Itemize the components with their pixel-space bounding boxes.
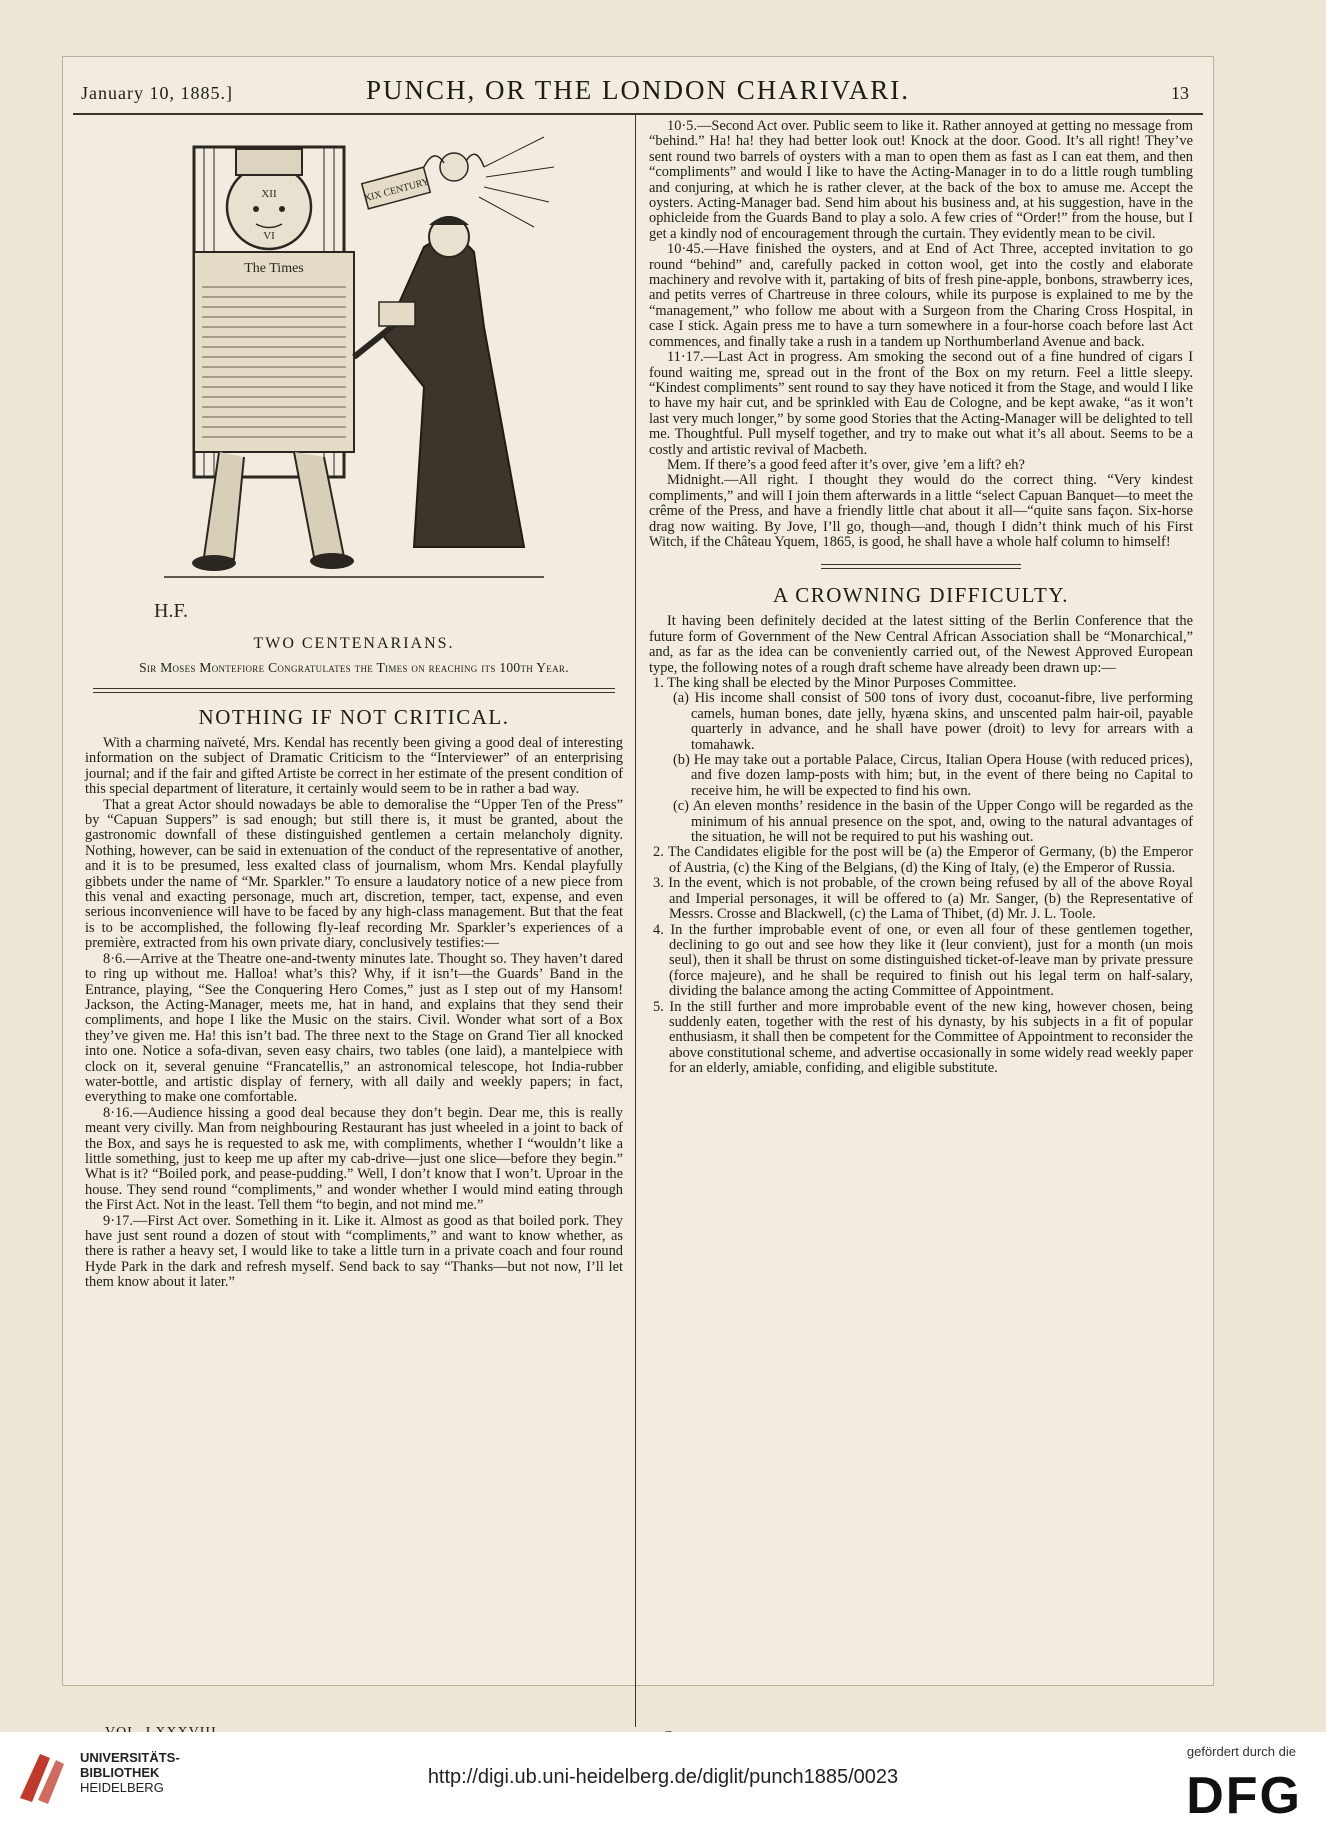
- svg-text:XII: XII: [261, 188, 277, 200]
- article-heading-nothing-if-not-critical: NOTHING IF NOT CRITICAL.: [198, 705, 510, 729]
- header-page-number: 13: [1171, 83, 1189, 103]
- dfg-logo[interactable]: DFG: [1186, 1767, 1302, 1825]
- funding-note: gefördert durch die: [1186, 1744, 1296, 1759]
- times-masthead: The Times: [244, 261, 304, 276]
- digitization-footer-bar: [0, 1732, 1326, 1828]
- article-paragraph: 10·45.—Have finished the oysters, and at End of Act Three, accepted invitation to go round “behind” and, carefully packed in cotton wool, get into the costly and elaborate machinery and revolve with it, partaking of bits of fresh pine-apple, bonbons, strawberry ices, and petits verres of Chartreuse in three colours, while its purpose is explained to me by the “management,” who follow me about with a Surgeon from the Charing Cross Hospital, in case I stick. Again press me to have a turn somewhere in a four-horse coach before last Act commences, and finally take a rush in a tandem up Northumberland Avenue and back.: [649, 241, 1193, 350]
- library-line: HEIDELBERG: [80, 1780, 164, 1795]
- list-item: 1. The king shall be elected by the Minor Purposes Committee.: [653, 675, 1017, 691]
- list-item: 3. In the event, which is not probable, of the crown being refused by all of the above Royal and Imperial personages, it will be offered to (a) Mr. Sanger, (b) the Representative of Messrs. Crosse and Blackwell, (c) the Lama of Thibet, (d) Mr. J. L. Toole.: [653, 875, 1193, 923]
- list-item: 2. The Candidates eligible for the post will be (a) the Emperor of Germany, (b) the Emperor of Austria, (c) the King of the Belgians, (d) the King of Italy, (e) the Emperor of Russia.: [653, 844, 1193, 876]
- article-paragraph: 11·17.—Last Act in progress. Am smoking the second out of a fine hundred of cigars I found waiting me, spread out in the front of the Box on my return. Feel a little sleepy. “Kindest compliments” sent round to say they have noticed it from the Stage, and would I like to have my hair cut, and be sprinkled with Eau de Cologne, and be kept awake, “as it won’t last very much longer,” by some good Stories that the Acting-Manager will be delighted to tell me. Thoughtful. Pull myself together, and try to make out what it’s all about. Seems to be a costly and artistic revival of Macbeth.: [649, 349, 1193, 458]
- library-line: UNIVERSITÄTS-: [80, 1750, 180, 1765]
- caption-title: TWO CENTENARIANS.: [253, 635, 455, 652]
- caption-subtitle: Sir Moses Montefiore Congratulates the Times on reaching its 100th Year.: [139, 660, 569, 675]
- cartoon-illustration: [124, 127, 584, 627]
- scheme-list: [649, 676, 1193, 1077]
- list-item: (a) His income shall consist of 500 tons of ivory dust, cocoanut-fibre, live performing camels, human bones, date jelly, hyæna skins, and unscented palm hair-oil, payable quarterly in advance, and he shall have power (droit) to levy for arrears with a tomahawk.: [673, 690, 1193, 753]
- section-rule: [93, 688, 615, 693]
- article-paragraph: With a charming naïveté, Mrs. Kendal has recently been giving a good deal of interesting information on the subject of Dramatic Criticism to the “Interviewer” of an enterprising journal; and if the fair and gifted Artiste be correct in her estimate of the present condition of this special department of literature, it certainly would seem to be in rather a bad way.: [85, 735, 623, 798]
- artist-mark: H.F.: [154, 600, 188, 622]
- library-line: BIBLIOTHEK: [80, 1765, 160, 1780]
- article-paragraph: Mem. If there’s a good feed after it’s over, give ’em a lift? eh?: [667, 456, 1025, 473]
- left-column: [85, 127, 623, 1291]
- century-scroll-text: XIX CENTURY: [362, 176, 431, 205]
- list-item: 4. In the further improbable event of one, or even all four of these gentlemen together, declining to go out and see how they like it (leur convient), just for a month (un mois seul), then it shall be thrust on some distinguished ticket-of-leave man by private pressure (force majeure), and he shall be required to finish out his legal term on half-salary, dividing the balance among the acting Committee of Appointment.: [653, 921, 1193, 1000]
- page-header: [73, 69, 1203, 115]
- article-paragraph: It having been definitely decided at the latest sitting of the Berlin Conference that the future form of Government of the New Central African Association shall be “Monarchical,” and, as far as the idea can be conveniently carried out, of the Newest Approved European type, the following notes of a rough draft scheme have already been drawn up:—: [649, 613, 1193, 676]
- article-paragraph: 8·6.—Arrive at the Theatre one-and-twenty minutes late. Thought so. They haven’t dared to ring up without me. Halloa! what’s this? Why, if it isn’t—the Guards’ Band in the Entrance, playing, “See the Conquering Hero Comes,” just as I step out of my Hansom! Jackson, the Acting-Manager, meets me, hat in hand, and explains that they send their compliments, and hope I like the Music on the stairs. Civil. Wonder what sort of a Box they’ve given me. Ha! this isn’t bad. The three next to the Stage on Grand Tier all knocked into one. Notice a sofa-divan, seven easy chairs, two tables (one laid), a mantelpiece with clock on it, several genuine “Francatellis,” an astronomical telescope, hot India-rubber water-bottle, and artistic display of fernery, with all daily and weekly papers; in fact, everything to make one comfortable.: [85, 950, 623, 1106]
- section-rule: [821, 564, 1021, 569]
- list-item: (b) He may take out a portable Palace, Circus, Italian Opera House (with reduced prices), and five dozen lamp-posts with him; but, in the event of there being no Capital to receive him, he will be expected to find his own.: [673, 752, 1193, 799]
- header-title: PUNCH, OR THE LONDON CHARIVARI.: [365, 75, 911, 105]
- article-heading-a-crowning-difficulty: A CROWNING DIFFICULTY.: [772, 583, 1070, 608]
- column-divider: [635, 115, 636, 1727]
- article-paragraph: 9·17.—First Act over. Something in it. Like it. Almost as good as that boiled pork. They have just sent round a dozen of stout with “compliments,” and want to know whether, as there is rather a heavy set, I would like to take a little turn in a private coach and four round Hyde Park in the dark and refresh myself. Send back to say “Thanks—but not now, I’ll let them know about it later.”: [85, 1212, 623, 1291]
- article-paragraph: 10·5.—Second Act over. Public seem to like it. Rather annoyed at getting no message from “behind.” Ha! ha! they had better look out! Knock at the door. Good. It’s all right! They’ve sent round two barrels of oysters with a man to open them as fast as I can eat them, and then “compliments” and would I like to have the Acting-Manager in to do a little rough tumbling and conjuring, at which he is rather clever, at the back of the box to amuse me. Accept the oysters. Acting-Manager bad. Send him about his business and, at his suggestion, have in the ophicleide from the Guards Band to play a solo. A few cries of “Order!” from the house, but I get a kindly nod of encouragement through the curtain. They evidently mean to be civil.: [649, 118, 1193, 242]
- article-paragraph: 8·16.—Audience hissing a good deal because they don’t begin. Dear me, this is really meant very civilly. Man from neighbouring Restaurant has just wheeled in a joint to back of the Box, and says he is requested to ask me, with compliments, whether I “wouldn’t like a little something, just to keep me up after my cab-drive—just one slice—before they begin.” What is it? “Boiled pork, and pease-pudding.” Well, I don’t know that I won’t. Uproar in the house. They send round “compliments,” and wonder whether I would mind eating through the First Act. Not in the least. Tell them “to begin, and not mind me.”: [85, 1104, 623, 1214]
- svg-text:VI: VI: [263, 230, 275, 242]
- list-item: 5. In the still further and more improbable event of the new king, however chosen, being suddenly eaten, together with the rest of his dynasty, by his subjects in a fit of popular enthusiasm, it shall then be competent for the Committee of Appointment to reconsider the above constitutional scheme, and advertise occasionally in some widely read weekly paper for an elderly, amiable, confiding, and eligible substitute.: [653, 998, 1193, 1077]
- newspaper-page: [62, 56, 1214, 1686]
- header-date: January 10, 1885.]: [81, 83, 233, 103]
- permalink-url[interactable]: http://digi.ub.uni-heidelberg.de/diglit/punch1885/0023: [427, 1766, 899, 1788]
- article-paragraph: Midnight.—All right. I thought they would do the correct thing. “Very kindest compliments,” and will I join them afterwards in a little “select Capuan Banquet—to meet the crême of the Press, and have a friendly little chat about it all—“quite sans façon. Six-horse drag now waiting. By Jove, I’ll go, though—and, though I didn’t think much of his First Witch, if the Château Yquem, 1865, is good, he shall have a whole half column to himself!: [649, 472, 1193, 550]
- article-paragraph: That a great Actor should nowadays be able to demoralise the “Upper Ten of the Press” by “Capuan Suppers” is sad enough; but still there is, it must be granted, about the gastronomic downfall of these distinguished gentlemen a certain melancholy dignity. Nothing, however, can be said in extenuation of the conduct of the representative of another, and it is to be presumed, less exalted class of journalism, whom Mrs. Kendal playfully gibbets under the name of “Mr. Sparkler.” To ensure a laudatory notice of a new piece from this venal and exacting personage, much art, discretion, temper, tact, expense, and even serious inconvenience will have to be faced by any high-class management. But that the feat is to be accomplished, the following fly-leaf recording Mr. Sparkler’s experiences of a première, extracted from his own private diary, conclusively testifies:—: [85, 796, 623, 952]
- list-item: (c) An eleven months’ residence in the basin of the Upper Congo will be regarded as the minimum of his annual presence on the spot, and, owing to the natural advantages of the situation, he will not be required to put his washing out.: [673, 798, 1193, 846]
- right-column: [649, 119, 1193, 1077]
